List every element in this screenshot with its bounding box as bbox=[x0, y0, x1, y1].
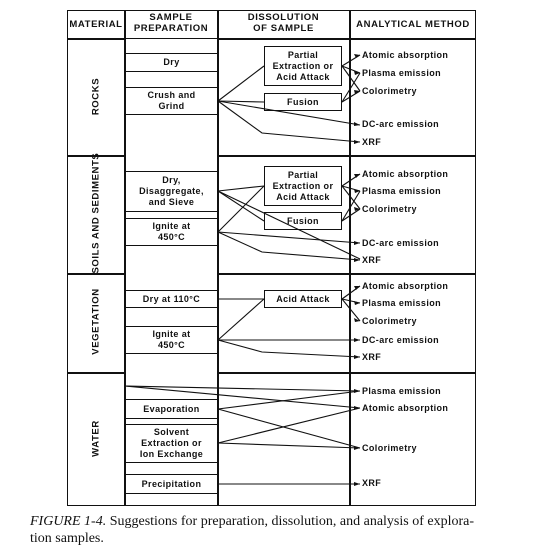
rocks-method-atomic-absorption: Atomic absorption bbox=[362, 50, 449, 60]
rocks-connector bbox=[342, 91, 360, 102]
veg-diss-acid-label: Acid Attack bbox=[276, 293, 330, 304]
soils-method-plasma-emission: Plasma emission bbox=[362, 186, 442, 196]
rocks-method-dc-arc: DC-arc emission bbox=[362, 119, 440, 129]
header-material: MATERIAL bbox=[69, 19, 123, 30]
water-prep-solvent-line1: Solvent bbox=[153, 427, 190, 437]
rocks-prep-crush-line2: Grind bbox=[158, 101, 185, 111]
veg-method-dc-arc: DC-arc emission bbox=[362, 335, 440, 345]
water-method-colorimetry: Colorimetry bbox=[362, 443, 417, 453]
soils-prep-line2: Disaggregate, bbox=[139, 186, 204, 196]
header-dissolution-line2: OF SAMPLE bbox=[253, 23, 314, 34]
water-prep-evap-label: Evaporation bbox=[143, 403, 200, 414]
material-rocks: ROCKS bbox=[90, 77, 102, 116]
material-water: WATER bbox=[90, 420, 102, 457]
rocks-connector bbox=[218, 101, 360, 125]
water-connector bbox=[125, 386, 360, 408]
veg-method-plasma-emission: Plasma emission bbox=[362, 298, 442, 308]
soils-method-dc-arc: DC-arc emission bbox=[362, 238, 440, 248]
arrowhead bbox=[354, 446, 360, 450]
arrowhead bbox=[354, 355, 360, 359]
header-analytical-method: ANALYTICAL METHOD bbox=[356, 19, 470, 30]
soils-connector bbox=[218, 186, 264, 232]
caption-text-line1: Suggestions for preparation, dissolution, and analysis of explora- bbox=[106, 514, 475, 529]
soils-connector bbox=[218, 191, 360, 259]
water-connector bbox=[218, 408, 360, 443]
water-connector bbox=[218, 409, 360, 448]
soils-diss-partial-line1: Partial bbox=[287, 169, 319, 180]
soils-connector bbox=[342, 209, 360, 221]
figure-caption bbox=[30, 513, 530, 547]
rocks-method-colorimetry: Colorimetry bbox=[362, 86, 417, 96]
veg-prep-ignite-line1: Ignite at bbox=[152, 329, 191, 339]
soils-prep-line1: Dry, bbox=[162, 175, 181, 185]
arrowhead bbox=[354, 338, 360, 342]
soils-diss-partial-line3: Acid Attack bbox=[276, 191, 330, 202]
rocks-diss-fusion-label: Fusion bbox=[287, 96, 319, 107]
veg-prep-dry-label: Dry at 110°C bbox=[142, 293, 201, 304]
arrowhead bbox=[354, 406, 360, 410]
veg-method-xrf: XRF bbox=[362, 352, 382, 362]
rocks-diss-partial-line3: Acid Attack bbox=[276, 71, 330, 82]
rocks-prep-crush-line1: Crush and bbox=[147, 90, 196, 100]
water-prep-solvent-line3: Ion Exchange bbox=[139, 449, 204, 459]
veg-method-colorimetry: Colorimetry bbox=[362, 316, 417, 326]
rocks-connector bbox=[218, 66, 264, 101]
soils-diss-fusion-label: Fusion bbox=[287, 215, 319, 226]
water-prep-solvent-line2: Extraction or bbox=[141, 438, 202, 448]
veg-prep-ignite-line2: 450°C bbox=[157, 340, 186, 350]
caption-text-line2: tion samples. bbox=[30, 531, 104, 546]
water-connector bbox=[218, 443, 360, 448]
soils-connector bbox=[218, 232, 360, 260]
material-soils-sediments: SOILS AND SEDIMENTS bbox=[90, 152, 102, 274]
arrowhead bbox=[354, 241, 360, 245]
water-method-atomic-absorption: Atomic absorption bbox=[362, 403, 449, 413]
figure-label: FIGURE 1-4. bbox=[30, 514, 107, 529]
header-preparation-line2: PREPARATION bbox=[133, 23, 209, 34]
rocks-diss-partial-line2: Extraction or bbox=[272, 60, 334, 71]
soils-method-colorimetry: Colorimetry bbox=[362, 204, 417, 214]
arrowhead bbox=[354, 301, 360, 305]
veg-connector bbox=[218, 340, 360, 357]
veg-connector bbox=[218, 299, 264, 340]
soils-prep-ignite-line1: Ignite at bbox=[152, 221, 191, 231]
soils-connector bbox=[218, 191, 264, 221]
soils-method-xrf: XRF bbox=[362, 255, 382, 265]
material-vegetation: VEGETATION bbox=[90, 288, 102, 355]
water-method-plasma-emission: Plasma emission bbox=[362, 386, 442, 396]
arrowhead bbox=[354, 482, 360, 486]
soils-prep-ignite-line2: 450°C bbox=[157, 232, 186, 242]
rocks-diss-partial-line1: Partial bbox=[287, 49, 319, 60]
water-method-xrf: XRF bbox=[362, 478, 382, 488]
arrowhead bbox=[354, 389, 360, 393]
rocks-method-plasma-emission: Plasma emission bbox=[362, 68, 442, 78]
soils-diss-partial-line2: Extraction or bbox=[272, 180, 334, 191]
header-dissolution-line1: DISSOLUTION bbox=[247, 12, 320, 23]
water-prep-precip-label: Precipitation bbox=[141, 478, 202, 489]
rocks-prep-dry-label: Dry bbox=[163, 57, 180, 67]
soils-prep-line3: and Sieve bbox=[148, 197, 195, 207]
soils-method-atomic-absorption: Atomic absorption bbox=[362, 169, 449, 179]
arrowhead bbox=[354, 140, 360, 144]
water-connector bbox=[125, 386, 360, 391]
veg-method-atomic-absorption: Atomic absorption bbox=[362, 281, 449, 291]
rocks-method-xrf: XRF bbox=[362, 137, 382, 147]
soils-connector bbox=[218, 186, 264, 191]
header-preparation-line1: SAMPLE bbox=[149, 12, 193, 23]
